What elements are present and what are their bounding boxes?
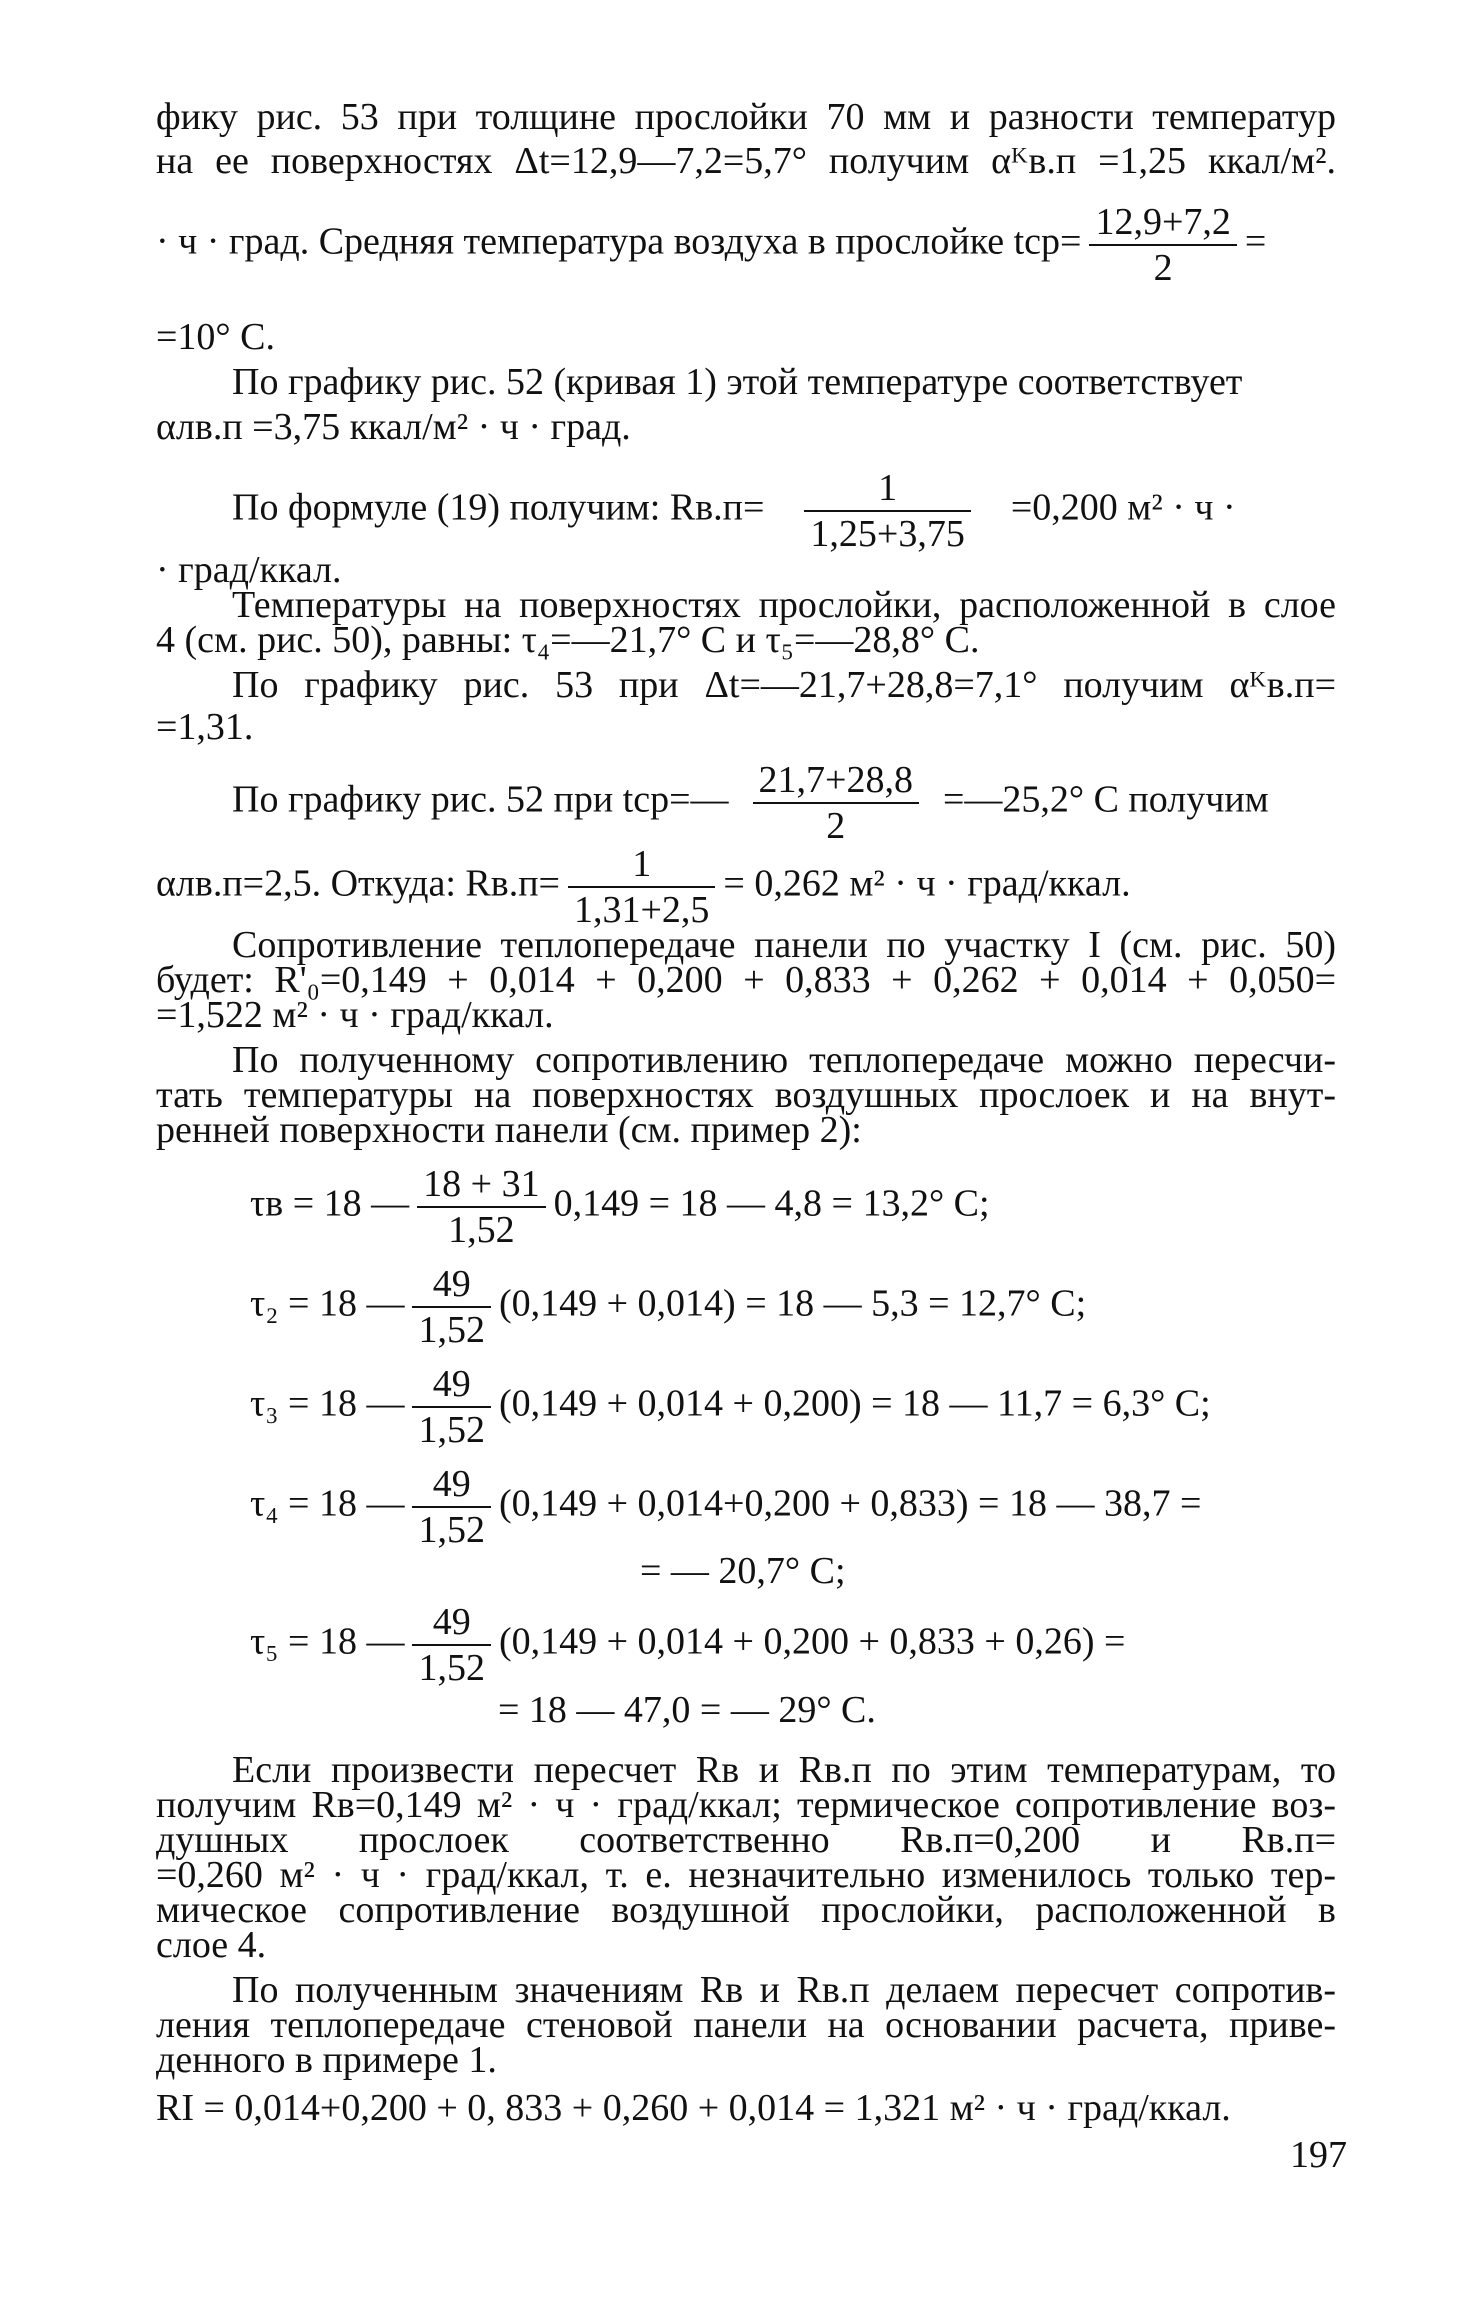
text-line: По графику рис. 52 (кривая 1) этой температуре соответствует (232, 361, 1243, 403)
denominator: 2 (1153, 247, 1173, 289)
text-line: получим Rв=0,149 м² · ч · град/ккал; термическое сопротивление воз- (156, 1784, 1336, 1826)
fraction (568, 842, 715, 932)
fraction (412, 1462, 491, 1552)
text-line: 4 (см. рис. 50), равны: τ₄=—21,7° С и τ₅=—28,8° С. (156, 619, 980, 661)
text-fragment: (0,149 + 0,014 + 0,200) = 18 — 11,7 = 6,3° С; (498, 1382, 1211, 1425)
equation-tau-3 (250, 1362, 1300, 1452)
text-fragment: 0,149 = 18 — 4,8 = 13,2° С; (553, 1182, 990, 1225)
text-fragment: τ₅ = 18 — (250, 1620, 405, 1663)
fraction (412, 1600, 491, 1690)
denominator: 1,25+3,75 (810, 513, 965, 555)
text-line: денного в примере 1. (156, 2039, 497, 2081)
numerator: 49 (412, 1362, 491, 1408)
text-line: RI = 0,014+0,200 + 0, 833 + 0,260 + 0,014 = 1,321 м² · ч · град/ккал. (156, 2087, 1231, 2129)
text-line: тать температуры на поверхностях воздушных прослоек и на внут- (156, 1074, 1336, 1116)
denominator: 1,52 (418, 1647, 485, 1689)
fraction (804, 466, 970, 556)
text-fragment: = 0,262 м² · ч · град/ккал. (723, 862, 1131, 905)
numerator: 12,9+7,2 (1089, 200, 1236, 246)
text-line: · град/ккал. (156, 549, 342, 591)
text-line: αлв.п =3,75 ккал/м² · ч · град. (156, 406, 631, 448)
text-fragment: (0,149 + 0,014 + 0,200 + 0,833 + 0,26) = (498, 1620, 1126, 1663)
equation-tau-2 (250, 1262, 1300, 1352)
text-line: слое 4. (156, 1924, 267, 1966)
text-line: Если произвести пересчет Rв и Rв.п по этим температурам, то (232, 1749, 1336, 1791)
equation-tau-4 (250, 1462, 1300, 1552)
numerator: 1 (804, 466, 970, 512)
text-line: фику рис. 53 при толщине прослойки 70 мм и разности температур (156, 96, 1336, 138)
text-fragment: αлв.п=2,5. Откуда: Rв.п= (156, 862, 560, 905)
text-line: =1,522 м² · ч · град/ккал. (156, 994, 554, 1036)
numerator: 49 (412, 1262, 491, 1308)
text-line: =0,260 м² · ч · град/ккал, т. е. незначительно изменилось только тер- (156, 1854, 1336, 1896)
text-fragment: (0,149 + 0,014+0,200 + 0,833) = 18 — 38,7 = (498, 1482, 1202, 1525)
fraction (417, 1162, 545, 1252)
fraction (753, 758, 919, 848)
formula-line (232, 758, 1336, 848)
text-line: на ее поверхностях Δt=12,9—7,2=5,7° получим αᴷв.п =1,25 ккал/м². (156, 140, 1336, 182)
text-line: По графику рис. 53 при Δt=—21,7+28,8=7,1° получим αᴷв.п= (232, 664, 1336, 706)
numerator: 18 + 31 (417, 1162, 545, 1208)
text-fragment: =—25,2° С получим (942, 778, 1269, 821)
formula-line (156, 200, 1336, 290)
text-line: =10° С. (156, 316, 275, 358)
numerator: 1 (568, 842, 715, 888)
equation-tau-5-continuation: = 18 — 47,0 = — 29° С. (498, 1689, 876, 1731)
equation-tau-v (250, 1162, 1300, 1252)
denominator: 1,52 (448, 1209, 515, 1251)
text-fragment: · ч · град. Средняя температура воздуха в прослойке tср= (156, 220, 1082, 263)
text-line: Сопротивление теплопередаче панели по участку I (см. рис. 50) (232, 924, 1336, 966)
text-line: По полученным значениям Rв и Rв.п делаем пересчет сопротив- (232, 1969, 1336, 2011)
denominator: 2 (826, 805, 846, 847)
text-line: душных прослоек соответственно Rв.п=0,200 и Rв.п= (156, 1819, 1336, 1861)
formula-line (232, 466, 1336, 556)
text-fragment: (0,149 + 0,014) = 18 — 5,3 = 12,7° С; (498, 1282, 1087, 1325)
denominator: 1,52 (418, 1509, 485, 1551)
numerator: 49 (412, 1600, 491, 1646)
denominator: 1,52 (418, 1309, 485, 1351)
fraction (1089, 200, 1236, 290)
text-fragment: По графику рис. 52 при tср=— (232, 778, 729, 821)
denominator: 1,52 (418, 1409, 485, 1451)
text-line: мическое сопротивление воздушной прослойки, расположенной в (156, 1889, 1336, 1931)
text-fragment: По формуле (19) получим: Rв.п= (232, 486, 765, 529)
text-fragment: = (1244, 220, 1267, 263)
fraction (412, 1362, 491, 1452)
text-fragment: τ₂ = 18 — (250, 1282, 405, 1325)
denominator: 1,31+2,5 (573, 889, 710, 931)
text-line: ренней поверхности панели (см. пример 2): (156, 1109, 862, 1151)
text-fragment: τв = 18 — (250, 1182, 410, 1225)
page-number: 197 (1290, 2134, 1347, 2176)
formula-line (156, 842, 1336, 932)
text-line: Температуры на поверхностях прослойки, расположенной в слое (232, 584, 1336, 626)
text-line: будет: R'₀=0,149 + 0,014 + 0,200 + 0,833 + 0,262 + 0,014 + 0,050= (156, 959, 1336, 1001)
text-fragment: τ₃ = 18 — (250, 1382, 405, 1425)
equation-tau-5 (250, 1600, 1300, 1690)
equation-tau-4-continuation: = — 20,7° С; (640, 1550, 846, 1592)
text-fragment: =0,200 м² · ч · (1010, 486, 1236, 529)
text-line: По полученному сопротивлению теплопередаче можно пересчи- (232, 1039, 1336, 1081)
text-line: =1,31. (156, 706, 254, 748)
text-fragment: τ₄ = 18 — (250, 1482, 405, 1525)
numerator: 49 (412, 1462, 491, 1508)
numerator: 21,7+28,8 (753, 758, 919, 804)
text-line: ления теплопередаче стеновой панели на основании расчета, приве- (156, 2004, 1336, 2046)
fraction (412, 1262, 491, 1352)
